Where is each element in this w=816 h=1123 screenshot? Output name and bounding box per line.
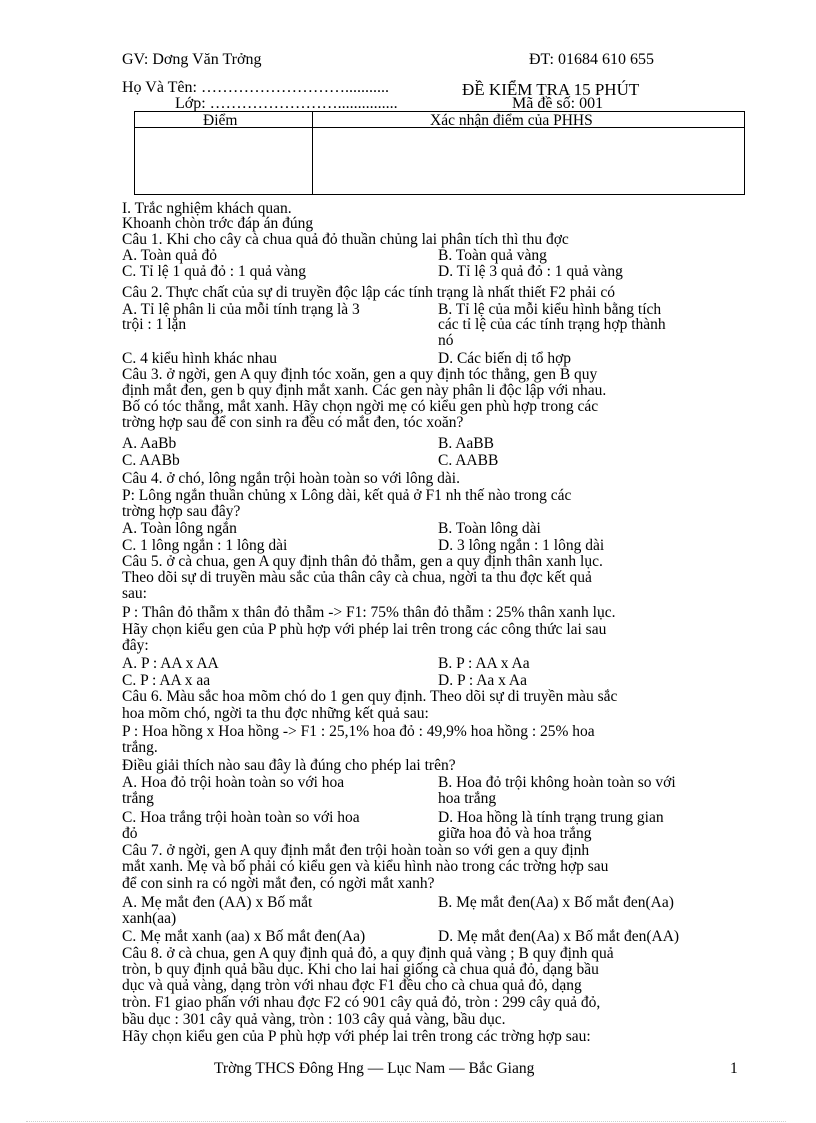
page-number: 1: [730, 1060, 738, 1077]
question-6-line-3: P : Hoa hồng x Hoa hồng -> F1 : 25,1% hoa đỏ : 49,9% hoa hồng : 25% hoa: [122, 723, 595, 740]
exam-title: ĐỀ KIỂM TRA 15 PHÚT: [462, 80, 640, 99]
question-7-line-2: mắt xanh. Mẹ và bố phải có kiểu gen và kiểu hình nào trong các trờng hợp sau: [122, 858, 609, 875]
question-3-line-4: trờng hợp sau để con sinh ra đều có mắt đen, tóc xoăn?: [122, 414, 464, 431]
q4-option-a: A. Toàn lông ngắn: [122, 520, 237, 537]
q1-option-a: A. Toàn quả đỏ: [122, 247, 218, 264]
q6-option-c-cont: đỏ: [122, 825, 138, 842]
q7-option-c: C. Mẹ mắt xanh (aa) x Bố mắt đen(Aa): [122, 928, 366, 945]
q6-option-a: A. Hoa đỏ trội hoàn toàn so với hoa: [122, 774, 345, 791]
q5-option-d: D. P : Aa x Aa: [438, 672, 527, 689]
question-5-line-6: đây:: [122, 637, 149, 654]
q7-option-a: A. Mẹ mắt đen (AA) x Bố mắt: [122, 894, 313, 911]
q6-option-c: C. Hoa trắng trội hoàn toàn so với hoa: [122, 809, 360, 826]
teacher-name: GV: Dơng Văn Trởng: [122, 51, 262, 68]
q1-option-d: D. Tỉ lệ 3 quả đỏ : 1 quả vàng: [438, 263, 623, 280]
q2-option-b-cont2: nó: [438, 332, 454, 349]
q2-option-a: A. Tỉ lệ phân li của mỗi tính trạng là 3: [122, 301, 360, 318]
q6-option-d: D. Hoa hồng là tính trạng trung gian: [438, 809, 664, 826]
section-title: I. Trắc nghiệm khách quan.: [122, 200, 292, 217]
question-4-line-1: Câu 4. ở chó, lông ngắn trội hoàn toàn so với lông dài.: [122, 470, 460, 487]
student-name-field: Họ Và Tên: ………………………...........: [122, 79, 389, 96]
question-3-line-3: Bố có tóc thẳng, mắt xanh. Hãy chọn ngời mẹ có kiểu gen phù hợp trong các: [122, 398, 599, 415]
question-6-line-5: Điều giải thích nào sau đây là đúng cho phép lai trên?: [122, 757, 456, 774]
q6-option-a-cont: trắng: [122, 790, 154, 807]
score-header: Điểm: [203, 112, 238, 129]
q4-option-d: D. 3 lông ngắn : 1 lông dài: [438, 537, 605, 554]
q5-option-a: A. P : AA x AA: [122, 655, 219, 672]
q6-option-b: B. Hoa đỏ trội không hoàn toàn so với: [438, 774, 676, 791]
question-5-line-4: P : Thân đỏ thẫm x thân đỏ thẫm -> F1: 75% thân đỏ thẫm : 25% thân xanh lục.: [122, 604, 616, 621]
question-4-line-2: P: Lông ngắn thuần chủng x Lông dài, kết quả ở F1 nh thế nào trong các: [122, 487, 572, 504]
q2-option-a-cont: trội : 1 lặn: [122, 316, 187, 333]
question-2-stem: Câu 2. Thực chất của sự di truyền độc lập các tính trạng là nhất thiết F2 phải có: [122, 284, 615, 301]
q7-option-d: D. Mẹ mắt đen(Aa) x Bố mắt đen(AA): [438, 928, 680, 945]
question-6-line-2: hoa mõm chó, ngời ta thu đợc những kết quả sau:: [122, 705, 429, 722]
question-7-line-1: Câu 7. ở ngời, gen A quy định mắt đen trội hoàn toàn so với gen a quy định: [122, 842, 590, 859]
class-field: Lớp: ……………………...............: [175, 95, 398, 112]
question-8-line-1: Câu 8. ở cà chua, gen A quy định quả đỏ, a quy định quả vàng ; B quy định quả: [122, 945, 614, 962]
question-5-line-5: Hãy chọn kiểu gen của P phù hợp với phép lai trên trong các công thức lai sau: [122, 621, 607, 638]
question-8-line-2: tròn, b quy định quả bầu dục. Khi cho lai hai giống cà chua quả đỏ, dạng bầu: [122, 961, 599, 978]
question-8-line-4: tròn. F1 giao phấn với nhau đợc F2 có 901 cây quả đỏ, tròn : 299 cây quả đỏ,: [122, 994, 601, 1011]
teacher-phone: ĐT: 01684 610 655: [529, 51, 654, 68]
q3-option-d: C. AABB: [438, 452, 499, 469]
q6-option-d-cont: giữa hoa đỏ và hoa trắng: [438, 825, 592, 842]
question-8-line-3: dục và quả vàng, dạng tròn với nhau đợc F1 đều cho cà chua quả đỏ, dạng: [122, 977, 582, 994]
question-7-line-3: để con sinh ra có ngời mắt đen, có ngời mắt xanh?: [122, 875, 435, 892]
q2-option-c: C. 4 kiểu hình khác nhau: [122, 350, 277, 367]
q3-option-a: A. AaBb: [122, 435, 177, 452]
question-4-line-3: trờng hợp sau đây?: [122, 503, 241, 520]
q5-option-b: B. P : AA x Aa: [438, 655, 530, 672]
q4-option-c: C. 1 lông ngắn : 1 lông dài: [122, 537, 288, 554]
q2-option-b-cont: các tỉ lệ của các tính trạng hợp thành: [438, 316, 666, 333]
q5-option-c: C. P : AA x aa: [122, 672, 211, 689]
exam-code: Mã đề số: 001: [512, 95, 604, 112]
question-1-stem: Câu 1. Khi cho cây cà chua quả đỏ thuần chủng lai phân tích thì thu đợc: [122, 231, 569, 248]
question-5-line-2: Theo dõi sự di truyền màu sắc của thân cây cà chua, ngời ta thu đợc kết quả: [122, 569, 592, 586]
q7-option-b: B. Mẹ mắt đen(Aa) x Bố mắt đen(Aa): [438, 894, 674, 911]
q3-option-b: B. AaBB: [438, 435, 494, 452]
question-5-line-1: Câu 5. ở cà chua, gen A quy định thân đỏ thẫm, gen a quy định thân xanh lục.: [122, 553, 603, 570]
q1-option-c: C. Tỉ lệ 1 quả đỏ : 1 quả vàng: [122, 263, 306, 280]
question-6-line-4: trắng.: [122, 739, 158, 756]
score-table: [134, 111, 745, 195]
q1-option-b: B. Toàn quả vàng: [438, 247, 547, 264]
q6-option-b-cont: hoa trắng: [438, 790, 497, 807]
question-6-line-1: Câu 6. Màu sắc hoa mõm chó do 1 gen quy định. Theo dõi sự di truyền màu sắc: [122, 688, 618, 705]
q4-option-b: B. Toàn lông dài: [438, 520, 541, 537]
q3-option-c: C. AABb: [122, 452, 180, 469]
question-8-line-6: Hãy chọn kiểu gen của P phù hợp với phép lai trên trong các trờng hợp sau:: [122, 1028, 591, 1045]
page-edge-divider: [26, 1121, 786, 1122]
question-5-line-3: sau:: [122, 585, 147, 602]
instruction: Khoanh chòn trớc đáp án đúng: [122, 215, 314, 232]
q7-option-a-cont: xanh(aa): [122, 910, 177, 927]
question-3-line-1: Câu 3. ở ngời, gen A quy định tóc xoăn, gen a quy định tóc thẳng, gen B quy: [122, 366, 598, 383]
q2-option-d: D. Các biến dị tổ hợp: [438, 350, 572, 367]
question-3-line-2: định mắt đen, gen b quy định mắt xanh. Các gen này phân li độc lập với nhau.: [122, 382, 607, 399]
footer-school: Trờng THCS Đông Hng — Lục Nam — Bắc Giang: [214, 1060, 535, 1077]
q2-option-b: B. Tỉ lệ của mỗi kiểu hình bằng tích: [438, 301, 662, 318]
parent-confirm-header: Xác nhận điểm của PHHS: [430, 112, 593, 129]
question-8-line-5: bầu dục : 301 cây quả vàng, tròn : 103 cây quả vàng, bầu dục.: [122, 1011, 506, 1028]
